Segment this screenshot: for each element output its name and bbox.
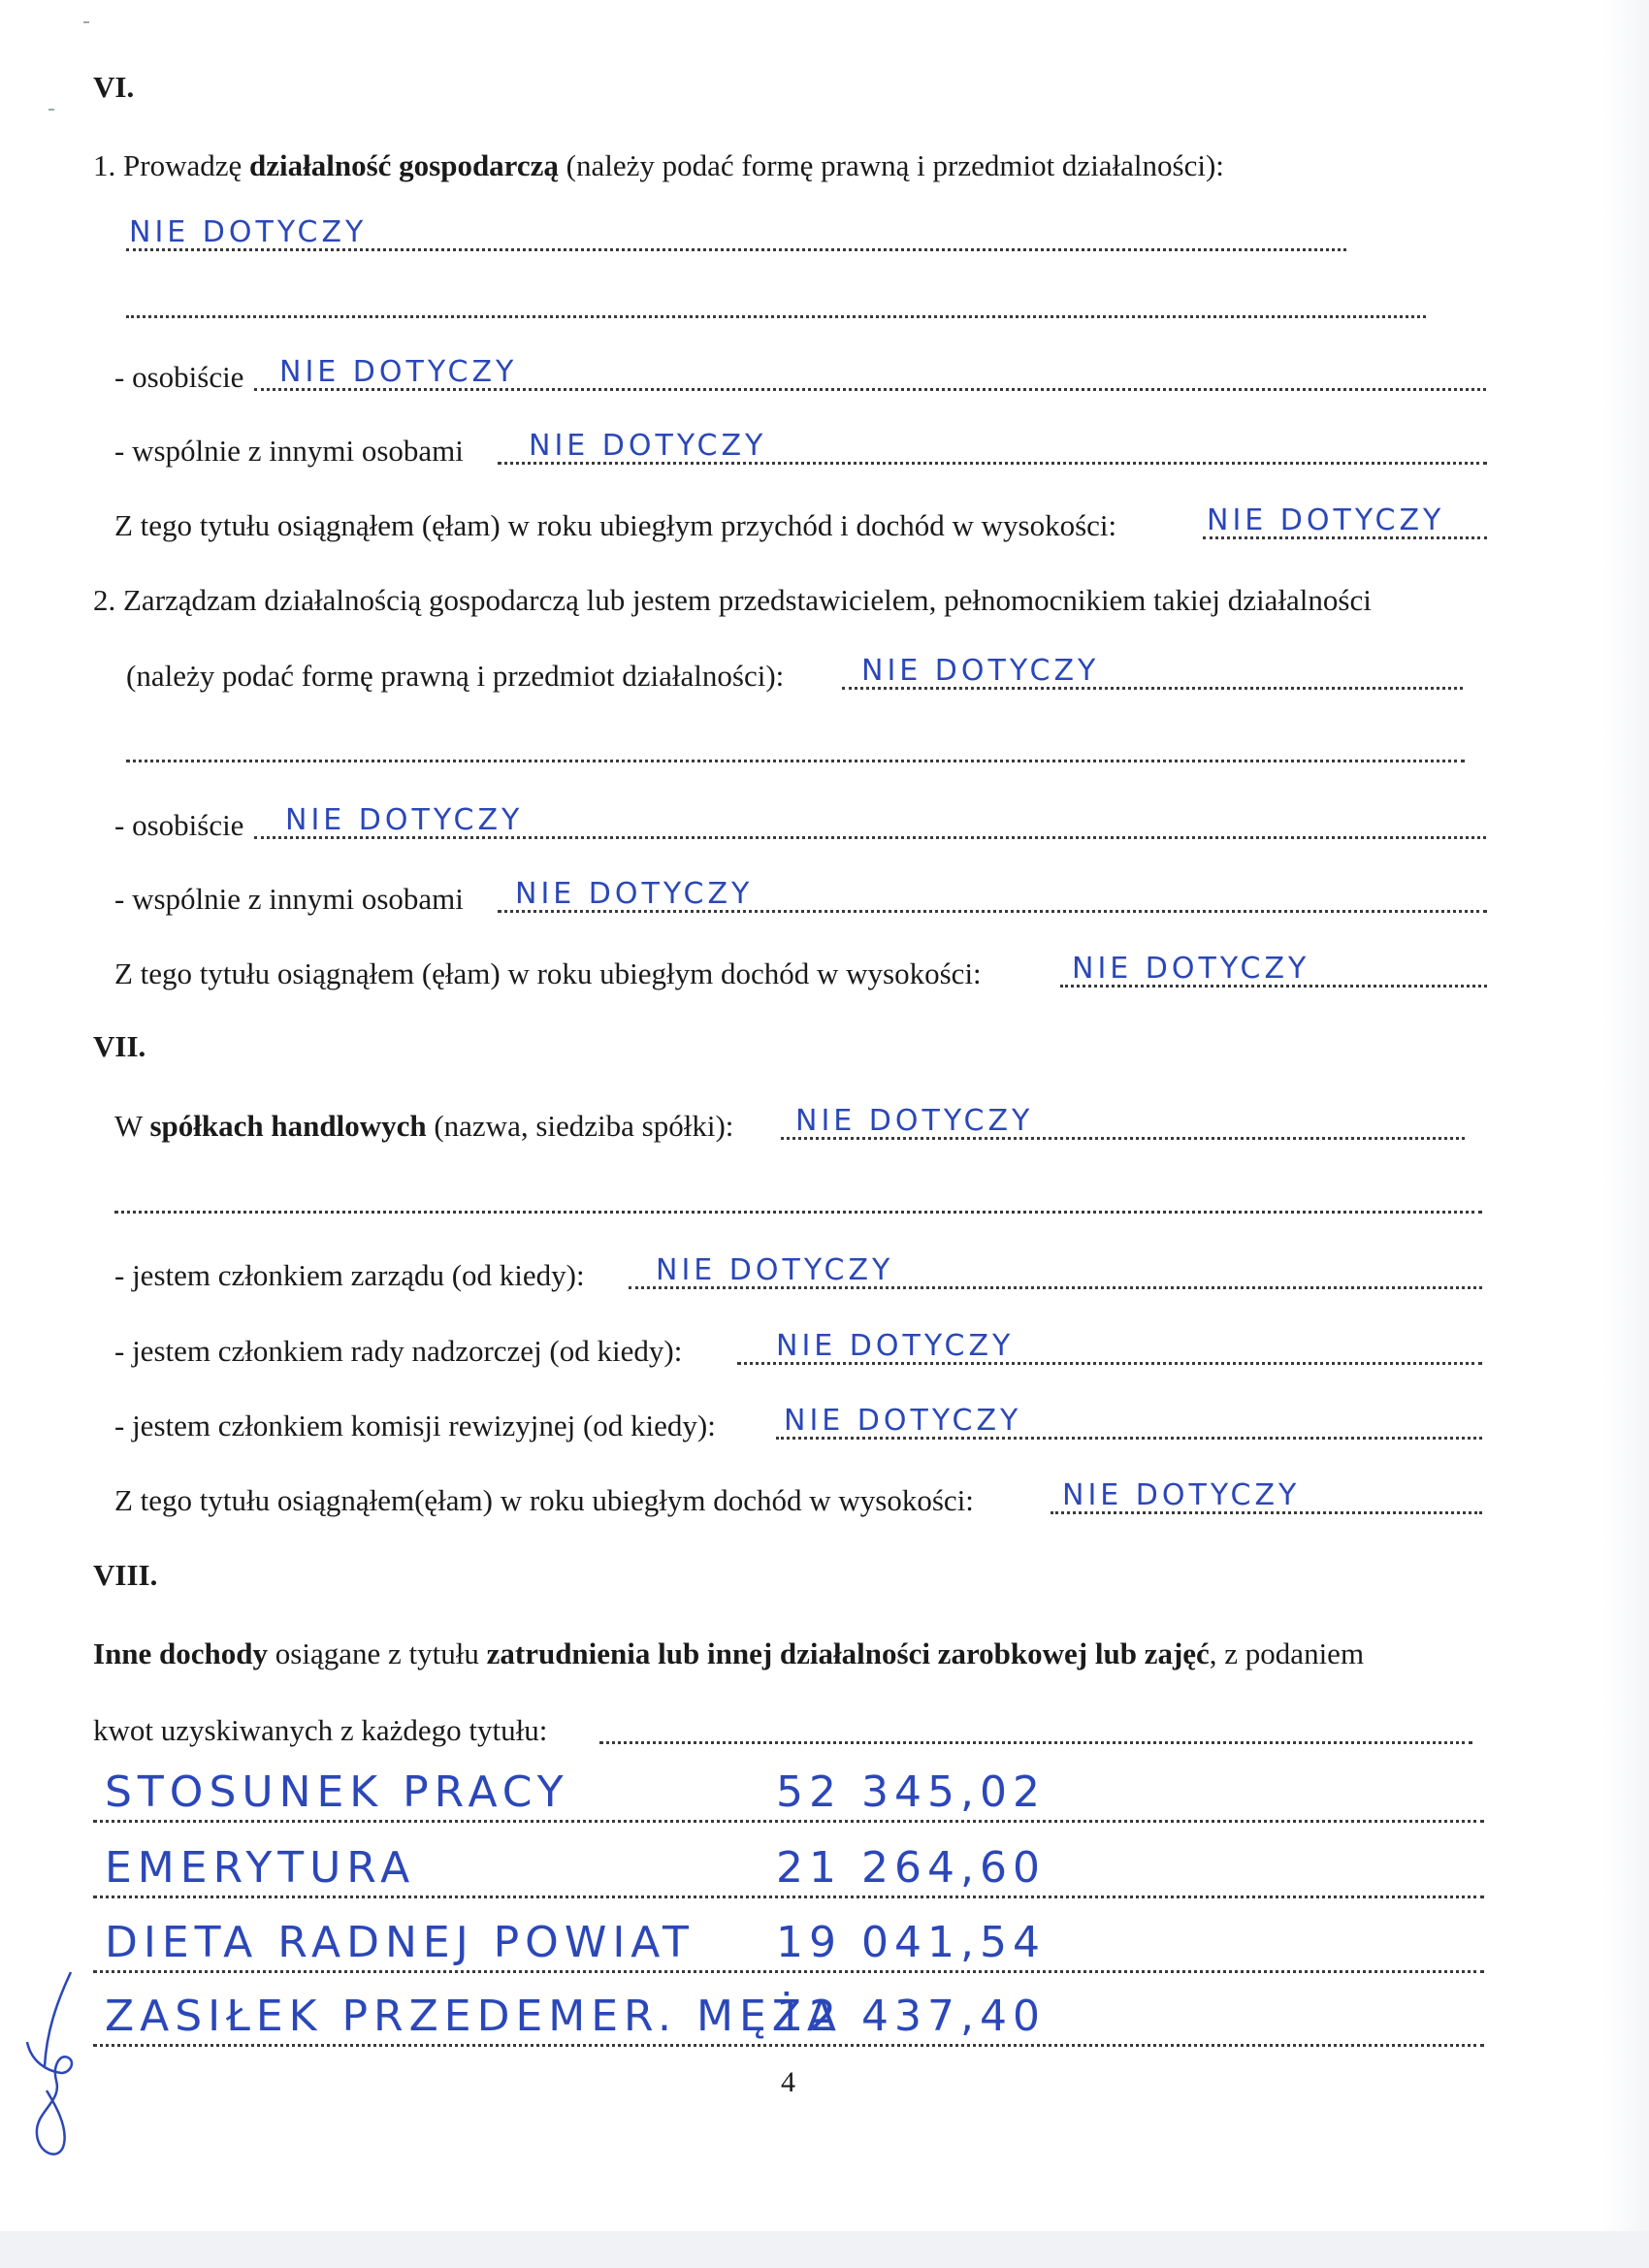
vii-companies-prefix: W — [114, 1109, 150, 1143]
section-vii-heading: VII. — [93, 1029, 146, 1063]
section-vi-heading: VI. — [93, 70, 135, 104]
scan-bottom-edge — [0, 2231, 1649, 2268]
viii-entry-fill-2 — [93, 1895, 1484, 1898]
initials-signature — [17, 1964, 85, 2168]
vi-item2-jointly-answer: NIE DOTYCZY — [515, 877, 754, 911]
viii-intro-line2: kwot uzyskiwanych z każdego tytułu: — [93, 1713, 548, 1747]
vi-item1-income-answer: NIE DOTYCZY — [1207, 503, 1445, 537]
vi-item2-line2: (należy podać formę prawną i przedmiot działalności): — [126, 659, 785, 693]
viii-intro-bold1: Inne dochody — [93, 1636, 269, 1670]
vii-income-answer: NIE DOTYCZY — [1062, 1478, 1301, 1512]
vi-item1-personal-answer: NIE DOTYCZY — [279, 355, 518, 389]
vi-item2-income-label: Z tego tytułu osiągnąłem (ęłam) w roku ubiegłym dochód w wysokości: — [114, 956, 982, 990]
page-number: 4 — [781, 2066, 795, 2098]
viii-entry-source: STOSUNEK PRACY — [105, 1767, 569, 1817]
scan-speck — [48, 109, 54, 111]
viii-intro-bold2: zatrudnienia lub innej działalności zarobkowej lub zajęć — [486, 1636, 1210, 1670]
vi-item1-jointly-label: - wspólnie z innymi osobami — [114, 434, 464, 468]
viii-intro-line1 — [93, 1636, 1364, 1672]
vii-income-label: Z tego tytułu osiągnąłem(ęłam) w roku ubiegłym dochód w wysokości: — [114, 1483, 974, 1517]
scan-speck — [83, 21, 89, 23]
vi-item2-fill-line-2 — [126, 760, 1465, 762]
viii-entry-amount: 21 264,60 — [776, 1843, 1046, 1893]
vii-audit-label: - jestem członkiem komisji rewizyjnej (od kiedy): — [114, 1409, 716, 1442]
vi-item1-jointly-answer: NIE DOTYCZY — [529, 429, 767, 463]
vii-companies-text — [114, 1108, 733, 1145]
viii-entry-source: DIETA RADNEJ POWIAT — [105, 1918, 695, 1967]
viii-intro-text1: osiągane z tytułu — [268, 1636, 487, 1670]
vi-item2-personal-answer: NIE DOTYCZY — [285, 803, 524, 837]
viii-entry-amount: 52 345,02 — [776, 1767, 1046, 1817]
vi-item2-answer: NIE DOTYCZY — [861, 654, 1100, 688]
vi-item1-text — [93, 147, 1224, 184]
viii-entry-amount: 12 437,40 — [776, 1992, 1046, 2041]
vii-companies-fill-line-2 — [114, 1211, 1482, 1214]
scan-edge — [1602, 0, 1649, 2268]
vi-item1-fill-line-2 — [126, 315, 1426, 318]
viii-entry-fill-3 — [93, 1970, 1484, 1973]
vi-item2-income-answer: NIE DOTYCZY — [1072, 952, 1310, 986]
vii-companies-suffix: (nazwa, siedziba spółki): — [426, 1109, 734, 1143]
viii-entry-fill-1 — [93, 1820, 1484, 1823]
vii-board-answer: NIE DOTYCZY — [656, 1253, 894, 1287]
vi-item1-personal-label: - osobiście — [114, 360, 244, 394]
viii-entry-fill-4 — [93, 2044, 1484, 2047]
vii-board-label: - jestem członkiem zarządu (od kiedy): — [114, 1258, 585, 1292]
viii-intro-text2: , z podaniem — [1209, 1636, 1365, 1670]
viii-entry-source: ZASIŁEK PRZEDEMER. MĘŻA — [105, 1992, 842, 2041]
vii-supervisory-label: - jestem członkiem rady nadzorczej (od kiedy): — [114, 1334, 683, 1368]
section-viii-heading: VIII. — [93, 1558, 158, 1592]
vi-item1-bold: działalność gospodarczą — [248, 148, 559, 182]
vi-item1-answer: NIE DOTYCZY — [129, 215, 368, 249]
vi-item1-suffix: (należy podać formę prawną i przedmiot działalności): — [558, 148, 1224, 182]
vii-companies-answer: NIE DOTYCZY — [795, 1104, 1034, 1138]
vi-item1-prefix: 1. Prowadzę — [93, 148, 249, 182]
vi-item2-jointly-label: - wspólnie z innymi osobami — [114, 882, 464, 916]
vii-supervisory-answer: NIE DOTYCZY — [776, 1329, 1015, 1363]
vii-audit-answer: NIE DOTYCZY — [784, 1404, 1022, 1438]
vii-companies-bold: spółkach handlowych — [149, 1109, 427, 1143]
viii-intro-fill — [599, 1741, 1472, 1744]
viii-entry-amount: 19 041,54 — [776, 1918, 1046, 1967]
vi-item2-personal-label: - osobiście — [114, 808, 244, 842]
vi-item1-income-label: Z tego tytułu osiągnąłem (ęłam) w roku ubiegłym przychód i dochód w wysokości: — [114, 508, 1117, 542]
viii-entry-source: EMERYTURA — [105, 1843, 416, 1893]
vi-item2-line1: 2. Zarządzam działalnością gospodarczą lub jestem przedstawicielem, pełnomocnikiem takiej działalności — [93, 583, 1372, 617]
